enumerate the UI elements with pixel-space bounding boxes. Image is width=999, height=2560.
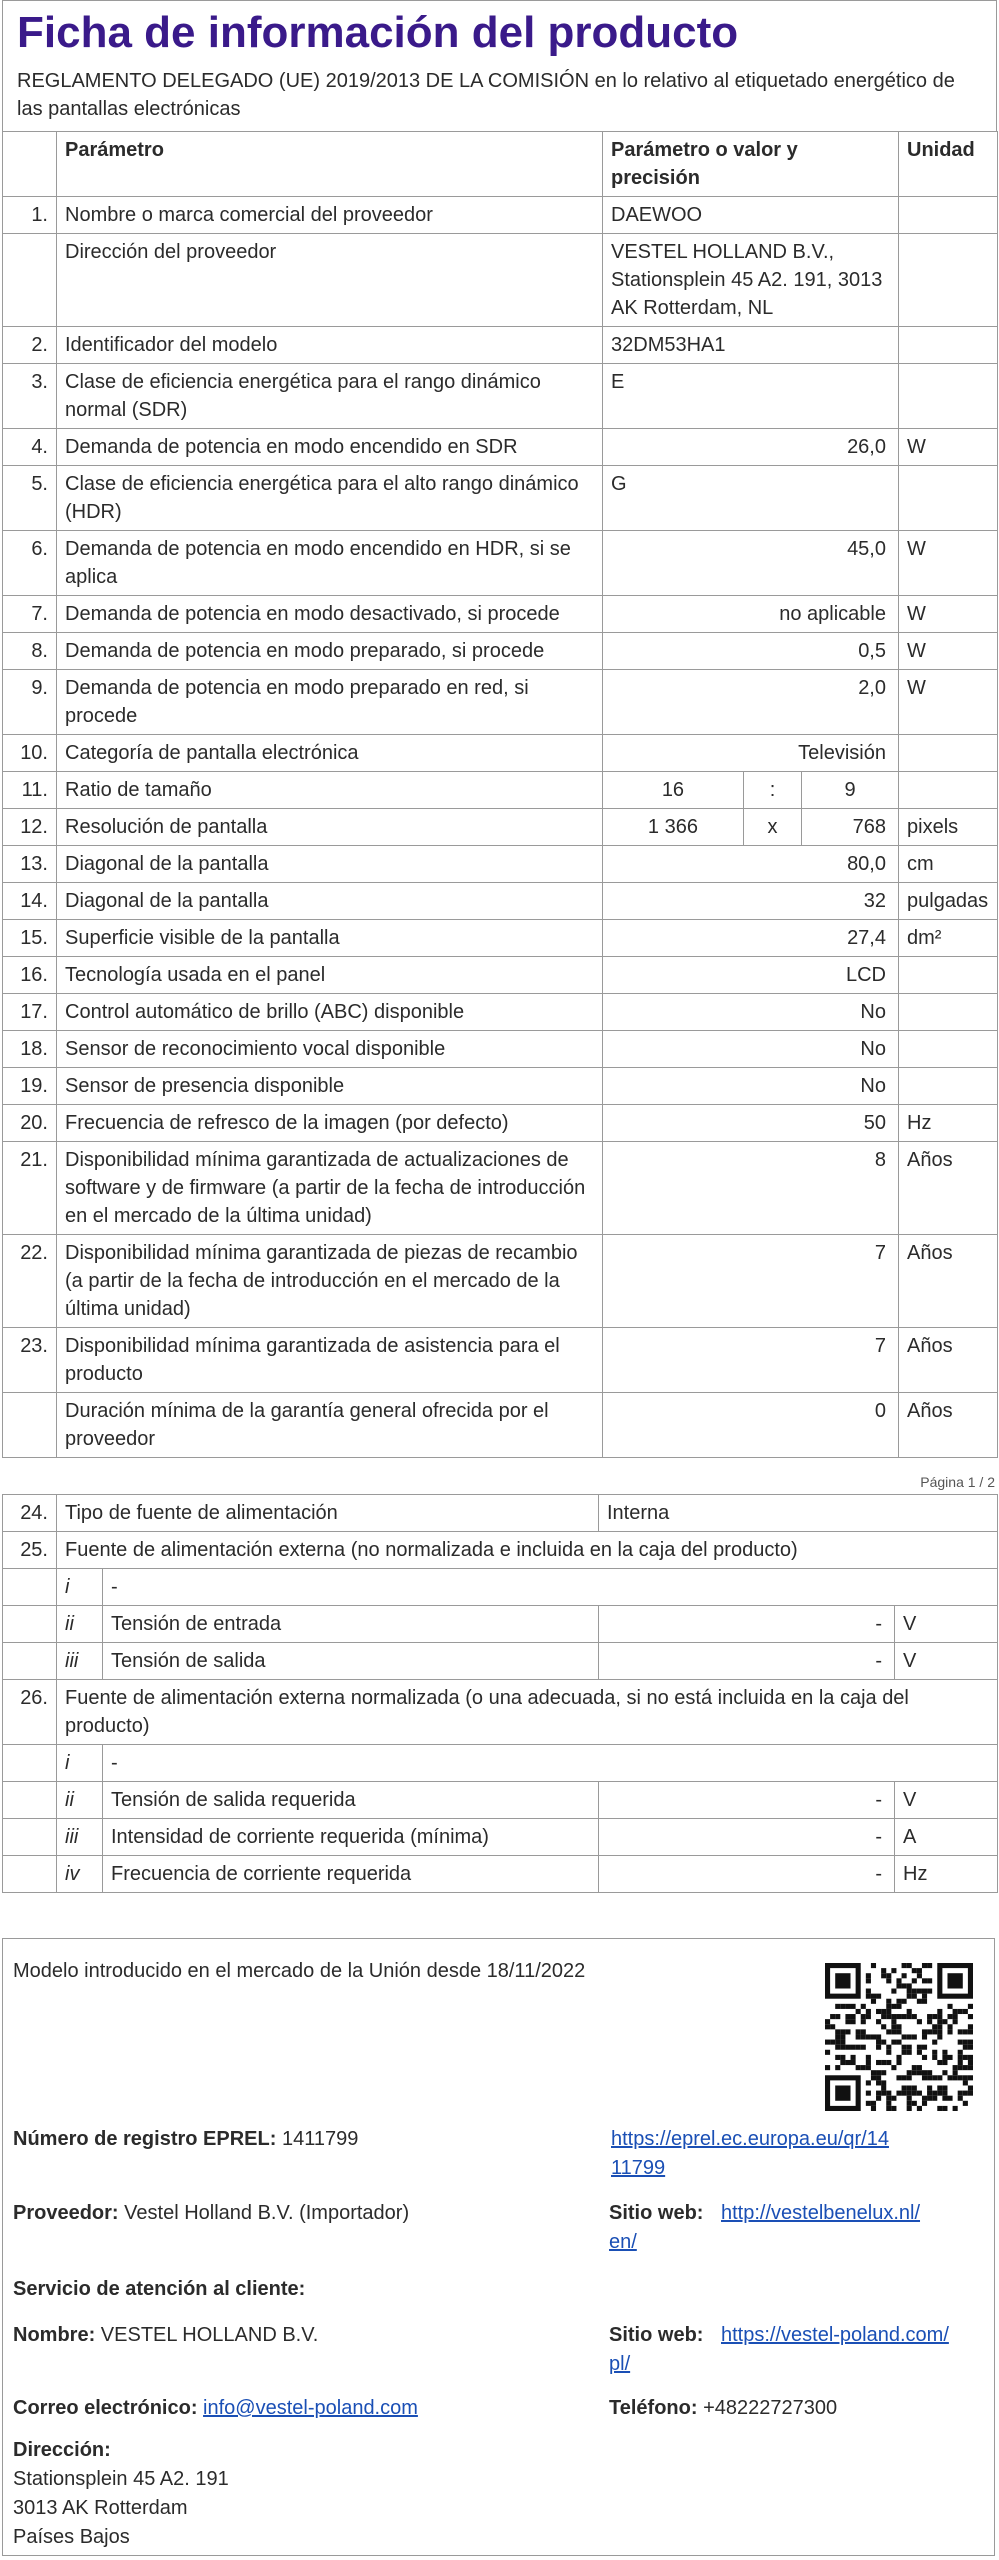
address-label: Dirección: xyxy=(13,2439,111,2461)
sub-row: ii Tensión de entrada - V xyxy=(3,1606,998,1643)
parameters-table xyxy=(2,131,998,1458)
row-number: 8. xyxy=(3,633,57,670)
table-row xyxy=(3,633,998,670)
param-label: Tecnología usada en el panel xyxy=(57,957,603,994)
param-unit: Años xyxy=(899,1235,998,1328)
phone-value: +48222727300 xyxy=(703,2397,838,2419)
param-label: Demanda de potencia en modo desactivado, si procede xyxy=(57,596,603,633)
service-heading: Servicio de atención al cliente: xyxy=(13,2278,306,2300)
row-number: 14. xyxy=(3,883,57,920)
header-param: Parámetro xyxy=(57,132,603,197)
param-label: Disponibilidad mínima garantizada de actualizaciones de software y de firmware (a partir de la fecha de introducción en el mercado de la última unidad) xyxy=(57,1142,603,1235)
table-row xyxy=(3,1142,998,1235)
param-unit: W xyxy=(899,633,998,670)
address-line: Stationsplein 45 A2. 191 xyxy=(13,2468,229,2490)
sub-row: iv Frecuencia de corriente requerida - Hz xyxy=(3,1856,998,1893)
param-unit: Años xyxy=(899,1142,998,1235)
row-number: 12. xyxy=(3,809,57,846)
param-label: Demanda de potencia en modo encendido en HDR, si se aplica xyxy=(57,531,603,596)
param-unit: W xyxy=(899,429,998,466)
service-website-label: Sitio web: xyxy=(609,2324,704,2346)
param-label: Diagonal de la pantalla xyxy=(57,846,603,883)
param-value: 0 xyxy=(603,1393,899,1458)
param-value: 7 xyxy=(603,1328,899,1393)
param-label: Dirección del proveedor xyxy=(57,234,603,327)
param-label: Duración mínima de la garantía general ofrecida por el proveedor xyxy=(57,1393,603,1458)
supplier-website-link[interactable]: http://vestelbenelux.nl/ xyxy=(721,2202,921,2224)
table-row xyxy=(3,596,998,633)
param-unit xyxy=(899,197,998,234)
row-number: 19. xyxy=(3,1068,57,1105)
address-line: 3013 AK Rotterdam xyxy=(13,2497,188,2519)
table-row xyxy=(3,1105,998,1142)
param-value: 7 xyxy=(603,1235,899,1328)
param-value: E xyxy=(603,364,899,429)
param-unit: W xyxy=(899,670,998,735)
param-label: Demanda de potencia en modo encendido en SDR xyxy=(57,429,603,466)
param-value: 27,4 xyxy=(603,920,899,957)
table-row xyxy=(3,364,998,429)
value-part: 16 xyxy=(603,772,743,808)
value-separator: : xyxy=(743,772,801,808)
row-number: 22. xyxy=(3,1235,57,1328)
row-number: 13. xyxy=(3,846,57,883)
param-unit: W xyxy=(899,596,998,633)
row-number xyxy=(3,234,57,327)
row-number: 10. xyxy=(3,735,57,772)
row-number: 2. xyxy=(3,327,57,364)
param-unit xyxy=(899,1068,998,1105)
param-value: VESTEL HOLLAND B.V., Stationsplein 45 A2. 191, 3013 AK Rotterdam, NL xyxy=(603,234,899,327)
service-website-link-cont[interactable]: pl/ xyxy=(609,2353,631,2375)
qr-code-icon[interactable] xyxy=(825,1963,973,2111)
param-value: 26,0 xyxy=(603,429,899,466)
param-label: Ratio de tamaño xyxy=(57,772,603,809)
table-row xyxy=(3,234,998,327)
param-value xyxy=(603,772,899,809)
table-row xyxy=(3,809,998,846)
table-row xyxy=(3,957,998,994)
param-unit xyxy=(899,234,998,327)
table-row xyxy=(3,846,998,883)
website-label: Sitio web: xyxy=(609,2202,704,2224)
param-label: Categoría de pantalla electrónica xyxy=(57,735,603,772)
sub-row: iii Intensidad de corriente requerida (mínima) - A xyxy=(3,1819,998,1856)
table-row xyxy=(3,920,998,957)
power-supply-table xyxy=(2,1494,998,1893)
table-row xyxy=(3,994,998,1031)
table-row: 25. Fuente de alimentación externa (no normalizada e incluida en la caja del producto) xyxy=(3,1532,998,1569)
phone-label: Teléfono: xyxy=(609,2397,698,2419)
row-number: 18. xyxy=(3,1031,57,1068)
sub-row: i - xyxy=(3,1569,998,1606)
supplier-label: Proveedor: xyxy=(13,2202,119,2224)
table-row: 26. Fuente de alimentación externa normalizada (o una adecuada, si no está incluida en la caja del producto) xyxy=(3,1680,998,1745)
row-number: 20. xyxy=(3,1105,57,1142)
table-row xyxy=(3,1393,998,1458)
param-label: Frecuencia de refresco de la imagen (por defecto) xyxy=(57,1105,603,1142)
row-number: 21. xyxy=(3,1142,57,1235)
row-number: 15. xyxy=(3,920,57,957)
param-value: G xyxy=(603,466,899,531)
page-title: Ficha de información del producto xyxy=(17,8,739,57)
param-value: LCD xyxy=(603,957,899,994)
table-row: 24. Tipo de fuente de alimentación Interna xyxy=(3,1495,998,1532)
param-label: Nombre o marca comercial del proveedor xyxy=(57,197,603,234)
sub-row: ii Tensión de salida requerida - V xyxy=(3,1782,998,1819)
param-label: Clase de eficiencia energética para el alto rango dinámico (HDR) xyxy=(57,466,603,531)
name-label: Nombre: xyxy=(13,2324,96,2346)
row-number: 6. xyxy=(3,531,57,596)
row-number: 7. xyxy=(3,596,57,633)
param-label: Diagonal de la pantalla xyxy=(57,883,603,920)
eprel-label: Número de registro EPREL: xyxy=(13,2128,277,2150)
param-label: Sensor de presencia disponible xyxy=(57,1068,603,1105)
param-value: no aplicable xyxy=(603,596,899,633)
param-label: Demanda de potencia en modo preparado en red, si procede xyxy=(57,670,603,735)
param-label: Resolución de pantalla xyxy=(57,809,603,846)
eprel-footer xyxy=(2,1938,995,2556)
param-value: 80,0 xyxy=(603,846,899,883)
param-value: 32DM53HA1 xyxy=(603,327,899,364)
table-row xyxy=(3,1068,998,1105)
row-number xyxy=(3,1393,57,1458)
table-row xyxy=(3,531,998,596)
table-row xyxy=(3,883,998,920)
address-line: Países Bajos xyxy=(13,2526,130,2548)
param-value: 8 xyxy=(603,1142,899,1235)
param-value: No xyxy=(603,994,899,1031)
param-unit xyxy=(899,327,998,364)
param-value: 2,0 xyxy=(603,670,899,735)
param-value: No xyxy=(603,1068,899,1105)
table-row xyxy=(3,735,998,772)
param-unit xyxy=(899,1031,998,1068)
param-value: 45,0 xyxy=(603,531,899,596)
param-unit: W xyxy=(899,531,998,596)
market-intro: Modelo introducido en el mercado de la Unión desde 18/11/2022 xyxy=(13,1960,586,1982)
value-part: 1 366 xyxy=(603,809,743,845)
param-value: No xyxy=(603,1031,899,1068)
supplier-website-link-cont[interactable]: en/ xyxy=(609,2231,637,2253)
param-label: Sensor de reconocimiento vocal disponible xyxy=(57,1031,603,1068)
regulation-subtitle: REGLAMENTO DELEGADO (UE) 2019/2013 DE LA COMISIÓN en lo relativo al etiquetado energético de las pantallas electrónicas xyxy=(17,70,955,120)
param-value: 0,5 xyxy=(603,633,899,670)
param-unit: pixels xyxy=(899,809,998,846)
product-sheet xyxy=(2,0,997,1893)
table-header-row xyxy=(3,132,998,197)
row-number: 16. xyxy=(3,957,57,994)
table-row xyxy=(3,1031,998,1068)
param-unit: Hz xyxy=(899,1105,998,1142)
address-block xyxy=(13,2436,229,2552)
param-value: DAEWOO xyxy=(603,197,899,234)
sub-row: i - xyxy=(3,1745,998,1782)
eprel-link[interactable]: https://eprel.ec.europa.eu/qr/14 11799 xyxy=(611,2128,889,2179)
sheet-header xyxy=(2,0,997,131)
param-value: Televisión xyxy=(603,735,899,772)
param-unit: cm xyxy=(899,846,998,883)
param-unit xyxy=(899,364,998,429)
param-unit xyxy=(899,957,998,994)
eprel-number: 1411799 xyxy=(281,2128,359,2150)
param-label: Demanda de potencia en modo preparado, si procede xyxy=(57,633,603,670)
param-label: Disponibilidad mínima garantizada de asistencia para el producto xyxy=(57,1328,603,1393)
value-part: 768 xyxy=(852,816,886,838)
supplier-value: Vestel Holland B.V. (Importador) xyxy=(124,2202,410,2224)
row-number: 23. xyxy=(3,1328,57,1393)
sub-row: iii Tensión de salida - V xyxy=(3,1643,998,1680)
param-label: Control automático de brillo (ABC) disponible xyxy=(57,994,603,1031)
param-value: 50 xyxy=(603,1105,899,1142)
param-unit: Años xyxy=(899,1328,998,1393)
param-unit: Años xyxy=(899,1393,998,1458)
param-unit xyxy=(899,466,998,531)
email-label: Correo electrónico: xyxy=(13,2397,198,2419)
table-row xyxy=(3,466,998,531)
row-number: 9. xyxy=(3,670,57,735)
param-label: Disponibilidad mínima garantizada de piezas de recambio (a partir de la fecha de introducción en el mercado de la última unidad) xyxy=(57,1235,603,1328)
header-value: Parámetro o valor y precisión xyxy=(603,132,899,197)
param-value xyxy=(603,809,899,846)
name-value: VESTEL HOLLAND B.V. xyxy=(100,2324,319,2346)
param-label: Identificador del modelo xyxy=(57,327,603,364)
value-part: 9 xyxy=(844,779,856,801)
param-label: Clase de eficiencia energética para el rango dinámico normal (SDR) xyxy=(57,364,603,429)
param-unit: dm² xyxy=(899,920,998,957)
row-number: 17. xyxy=(3,994,57,1031)
table-row xyxy=(3,1235,998,1328)
param-unit: pulgadas xyxy=(899,883,998,920)
table-row xyxy=(3,327,998,364)
row-number: 5. xyxy=(3,466,57,531)
page-number: Página 1 / 2 xyxy=(920,1474,995,1490)
param-unit xyxy=(899,735,998,772)
table-row xyxy=(3,772,998,809)
row-number: 11. xyxy=(3,772,57,809)
row-number: 4. xyxy=(3,429,57,466)
table-row xyxy=(3,670,998,735)
table-row xyxy=(3,429,998,466)
param-unit xyxy=(899,772,998,809)
param-unit xyxy=(899,994,998,1031)
row-number: 1. xyxy=(3,197,57,234)
param-label: Superficie visible de la pantalla xyxy=(57,920,603,957)
row-number: 3. xyxy=(3,364,57,429)
email-link[interactable]: info@vestel-poland.com xyxy=(203,2397,418,2419)
header-unit: Unidad xyxy=(899,132,998,197)
table-row xyxy=(3,1328,998,1393)
param-value: 32 xyxy=(603,883,899,920)
table-row xyxy=(3,197,998,234)
service-website-link[interactable]: https://vestel-poland.com/ xyxy=(721,2324,949,2346)
value-separator: x xyxy=(743,809,801,845)
